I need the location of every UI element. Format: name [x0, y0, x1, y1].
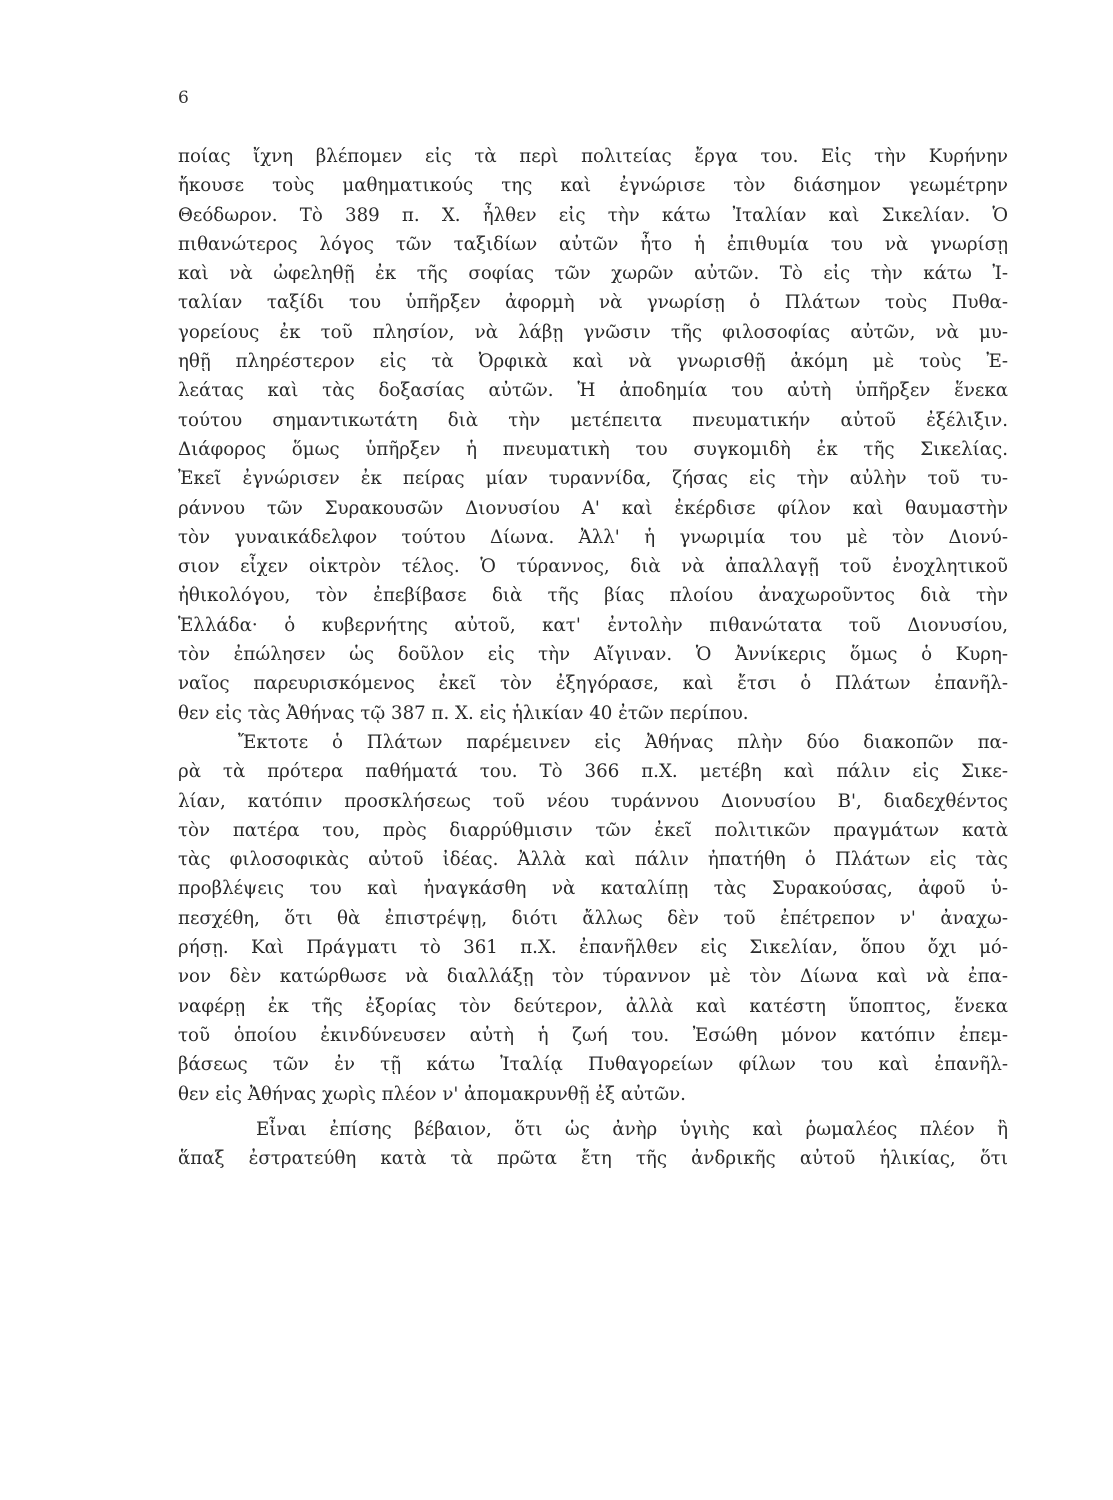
- text-line: ηθῇ πληρέστερον εἰς τὰ Ὀρφικὰ καὶ νὰ γνωρισθῇ ἀκόμη μὲ τοὺς Ἐ-: [178, 351, 1008, 373]
- text-line: λεάτας καὶ τὰς δοξασίας αὐτῶν. Ἡ ἀποδημία του αὐτὴ ὑπῆρξεν ἕνεκα: [178, 380, 1008, 402]
- text-line: τὸν πατέρα του, πρὸς διαρρύθμισιν τῶν ἐκεῖ πολιτικῶν πραγμάτων κατὰ: [178, 819, 1008, 841]
- text-line: ναῖος παρευρισκόμενος ἐκεῖ τὸν ἐξηγόρασε, καὶ ἔτσι ὁ Πλάτων ἐπανῆλ-: [178, 673, 1008, 695]
- text-line: σιον εἶχεν οἰκτρὸν τέλος. Ὁ τύραννος, διὰ νὰ ἀπαλλαγῇ τοῦ ἐνοχλητικοῦ: [178, 556, 1008, 578]
- text-line: τὸν ἐπώλησεν ὡς δοῦλον εἰς τὴν Αἴγιναν. Ὁ Ἀννίκερις ὅμως ὁ Κυρη-: [178, 644, 1008, 666]
- text-line: ναφέρῃ ἐκ τῆς ἐξορίας τὸν δεύτερον, ἀλλὰ καὶ κατέστη ὕποπτος, ἕνεκα: [178, 995, 1008, 1017]
- text-line: Εἶναι ἐπίσης βέβαιον, ὅτι ὡς ἀνὴρ ὑγιὴς καὶ ῥωμαλέος πλέον ἢ: [256, 1118, 1008, 1140]
- paragraph-2: [178, 728, 1008, 1109]
- text-line: ἠθικολόγου, τὸν ἐπεβίβασε διὰ τῆς βίας πλοίου ἀναχωροῦντος διὰ τὴν: [178, 585, 1008, 607]
- text-line: Θεόδωρον. Τὸ 389 π. Χ. ἦλθεν εἰς τὴν κάτω Ἰταλίαν καὶ Σικελίαν. Ὁ: [178, 204, 1008, 226]
- text-line: Ἔκτοτε ὁ Πλάτων παρέμεινεν εἰς Ἀθήνας πλὴν δύο διακοπῶν πα-: [238, 731, 1008, 753]
- text-line: τοῦ ὁποίου ἐκινδύνευσεν αὐτὴ ἡ ζωή του. Ἐσώθη μόνον κατόπιν ἐπεμ-: [178, 1024, 1008, 1046]
- text-line: ἅπαξ ἐστρατεύθη κατὰ τὰ πρῶτα ἔτη τῆς ἀνδρικῆς αὐτοῦ ἡλικίας, ὅτι: [178, 1148, 1008, 1170]
- text-line: νον δὲν κατώρθωσε νὰ διαλλάξῃ τὸν τύραννον μὲ τὸν Δίωνα καὶ νὰ ἐπα-: [178, 966, 1008, 988]
- text-line: ἤκουσε τοὺς μαθηματικούς της καὶ ἐγνώρισε τὸν διάσημον γεωμέτρην: [178, 175, 1008, 197]
- text-line: τὸν γυναικάδελφον τούτου Δίωνα. Ἀλλ' ἡ γνωριμία του μὲ τὸν Διονύ-: [178, 526, 1008, 548]
- paragraph-3: [178, 1115, 1008, 1174]
- text-line: θεν εἰς τὰς Ἀθήνας τῷ 387 π. Χ. εἰς ἡλικίαν 40 ἐτῶν περίπου.: [178, 702, 749, 724]
- text-line: τούτου σημαντικωτάτη διὰ τὴν μετέπειτα πνευματικήν αὐτοῦ ἐξέλιξιν.: [178, 409, 1008, 431]
- text-line: βάσεως τῶν ἐν τῇ κάτω Ἰταλίᾳ Πυθαγορείων φίλων του καὶ ἐπανῆλ-: [178, 1054, 1008, 1076]
- text-line: θεν εἰς Ἀθήνας χωρὶς πλέον ν' ἀπομακρυνθῇ ἐξ αὐτῶν.: [178, 1083, 686, 1105]
- text-line: πεσχέθη, ὅτι θὰ ἐπιστρέψῃ, διότι ἄλλως δὲν τοῦ ἐπέτρεπον ν' ἀναχω-: [178, 907, 1008, 929]
- text-line: Ἐκεῖ ἐγνώρισεν ἐκ πείρας μίαν τυραννίδα, ζήσας εἰς τὴν αὐλὴν τοῦ τυ-: [178, 468, 1008, 490]
- text-line: ταλίαν ταξίδι του ὑπῆρξεν ἀφορμὴ νὰ γνωρίσῃ ὁ Πλάτων τοὺς Πυθα-: [178, 292, 1008, 314]
- text-line: ρὰ τὰ πρότερα παθήματά του. Τὸ 366 π.Χ. μετέβη καὶ πάλιν εἰς Σικε-: [178, 761, 1008, 783]
- text-line: καὶ νὰ ὠφεληθῇ ἐκ τῆς σοφίας τῶν χωρῶν αὐτῶν. Τὸ εἰς τὴν κάτω Ἰ-: [178, 263, 1008, 285]
- body-text: [178, 142, 1008, 1173]
- text-line: ρήσῃ. Καὶ Πράγματι τὸ 361 π.Χ. ἐπανῆλθεν εἰς Σικελίαν, ὅπου ὄχι μό-: [178, 937, 1008, 959]
- text-line: προβλέψεις του καὶ ἠναγκάσθη νὰ καταλίπῃ τὰς Συρακούσας, ἀφοῦ ὑ-: [178, 878, 1008, 900]
- paragraph-1: [178, 142, 1008, 728]
- page-number: 6: [178, 88, 189, 108]
- text-line: γορείους ἐκ τοῦ πλησίον, νὰ λάβῃ γνῶσιν τῆς φιλοσοφίας αὐτῶν, νὰ μυ-: [178, 321, 1008, 343]
- text-line: πιθανώτερος λόγος τῶν ταξιδίων αὐτῶν ἦτο ἡ ἐπιθυμία του νὰ γνωρίσῃ: [178, 233, 1008, 255]
- text-line: τὰς φιλοσοφικὰς αὐτοῦ ἰδέας. Ἀλλὰ καὶ πάλιν ἠπατήθη ὁ Πλάτων εἰς τὰς: [178, 849, 1008, 871]
- text-line: λίαν, κατόπιν προσκλήσεως τοῦ νέου τυράννου Διονυσίου Β', διαδεχθέντος: [178, 790, 1008, 812]
- text-line: Ἑλλάδα· ὁ κυβερνήτης αὐτοῦ, κατ' ἐντολὴν πιθανώτατα τοῦ Διονυσίου,: [178, 614, 1008, 636]
- text-line: Διάφορος ὅμως ὑπῆρξεν ἡ πνευματικὴ του συγκομιδὴ ἐκ τῆς Σικελίας.: [178, 438, 1008, 460]
- text-line: ράννου τῶν Συρακουσῶν Διονυσίου Α' καὶ ἐκέρδισε φίλον καὶ θαυμαστὴν: [178, 497, 1008, 519]
- text-line: ποίας ἴχνη βλέπομεν εἰς τὰ περὶ πολιτείας ἔργα του. Εἰς τὴν Κυρήνην: [178, 146, 1008, 167]
